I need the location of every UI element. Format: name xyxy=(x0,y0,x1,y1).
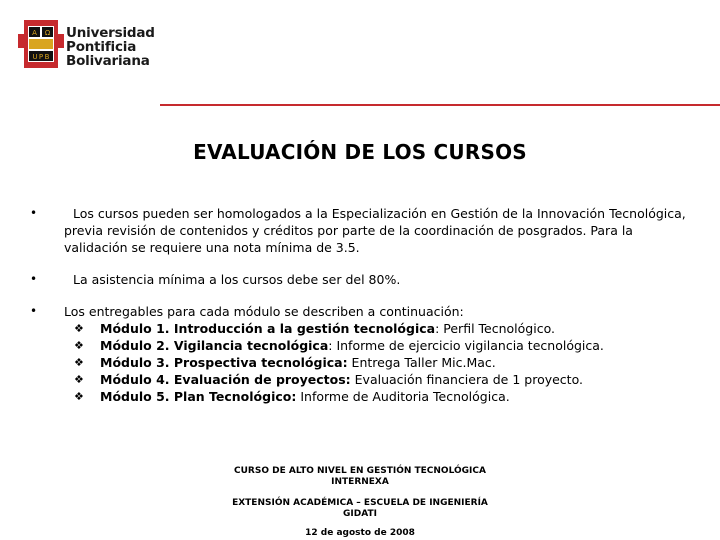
module-item xyxy=(74,388,700,405)
bullet-text-line: Los entregables para cada módulo se describen a continuación: xyxy=(64,304,464,319)
bullet-item xyxy=(30,205,700,256)
shield-letter: Ω xyxy=(44,29,51,37)
bullet-text-line: Los cursos pueden ser homologados a la Especialización en Gestión de la Innovación Tecnológica, xyxy=(73,206,686,221)
diamond-bullet-icon: ❖ xyxy=(74,339,84,352)
bullet-item xyxy=(30,303,700,405)
logo-wordmark xyxy=(66,26,155,68)
bullet-dot-icon: • xyxy=(30,206,38,220)
module-deliverable: Evaluación financiera de 1 proyecto. xyxy=(350,372,583,387)
footer-school xyxy=(0,498,720,520)
logo-line-bolivariana: Bolivariana xyxy=(66,53,150,69)
module-label: Módulo 2. Vigilancia tecnológica xyxy=(100,338,329,353)
bullet-dot-icon: • xyxy=(30,272,38,286)
footer-course xyxy=(0,466,720,488)
slide-title: EVALUACIÓN DE LOS CURSOS xyxy=(193,140,527,164)
diamond-bullet-icon: ❖ xyxy=(74,356,84,369)
module-deliverable: Informe de Auditoria Tecnológica. xyxy=(296,389,510,404)
module-label: Módulo 4. Evaluación de proyectos: xyxy=(100,372,351,387)
module-label: Módulo 3. Prospectiva tecnológica: xyxy=(100,355,348,370)
footer-extension: EXTENSIÓN ACADÉMICA – ESCUELA DE INGENIERÍA xyxy=(232,498,488,508)
header-divider xyxy=(160,104,720,106)
diamond-bullet-icon: ❖ xyxy=(74,390,84,403)
diamond-bullet-icon: ❖ xyxy=(74,322,84,335)
shield-letter: P xyxy=(38,53,44,61)
shield-letter: A xyxy=(32,29,37,37)
bullet-text-line: validación se requiere una nota mínima de 3.5. xyxy=(64,240,360,255)
module-deliverable: : Informe de ejercicio vigilancia tecnológica. xyxy=(328,338,604,353)
logo-line-pontificia: Pontificia xyxy=(66,39,137,55)
module-deliverable: : Perfil Tecnológico. xyxy=(435,321,555,336)
module-item xyxy=(74,371,700,388)
footer-company: INTERNEXA xyxy=(331,477,389,487)
module-item xyxy=(74,354,700,371)
diamond-bullet-icon: ❖ xyxy=(74,373,84,386)
footer-group: GIDATI xyxy=(343,509,377,519)
bullet-item xyxy=(30,271,700,288)
bullet-text-line: La asistencia mínima a los cursos debe ser del 80%. xyxy=(73,272,401,287)
bullet-dot-icon: • xyxy=(30,304,38,318)
shield-letter: B xyxy=(44,53,50,61)
shield-letter: U xyxy=(32,53,38,61)
module-item xyxy=(74,337,700,354)
module-label: Módulo 1. Introducción a la gestión tecnológica xyxy=(100,321,436,336)
module-label: Módulo 5. Plan Tecnológico: xyxy=(100,389,297,404)
logo-line-universidad: Universidad xyxy=(66,25,155,41)
module-list xyxy=(64,320,700,405)
footer-course-name: CURSO DE ALTO NIVEL EN GESTIÓN TECNOLÓGICA xyxy=(234,466,486,476)
slide-content xyxy=(30,205,700,420)
module-deliverable: Entrega Taller Mic.Mac. xyxy=(347,355,496,370)
bullet-text-line: previa revisión de contenidos y créditos por parte de la coordinación de posgrados. Para la xyxy=(64,223,633,238)
module-item xyxy=(74,320,700,337)
footer-date: 12 de agosto de 2008 xyxy=(305,528,415,538)
